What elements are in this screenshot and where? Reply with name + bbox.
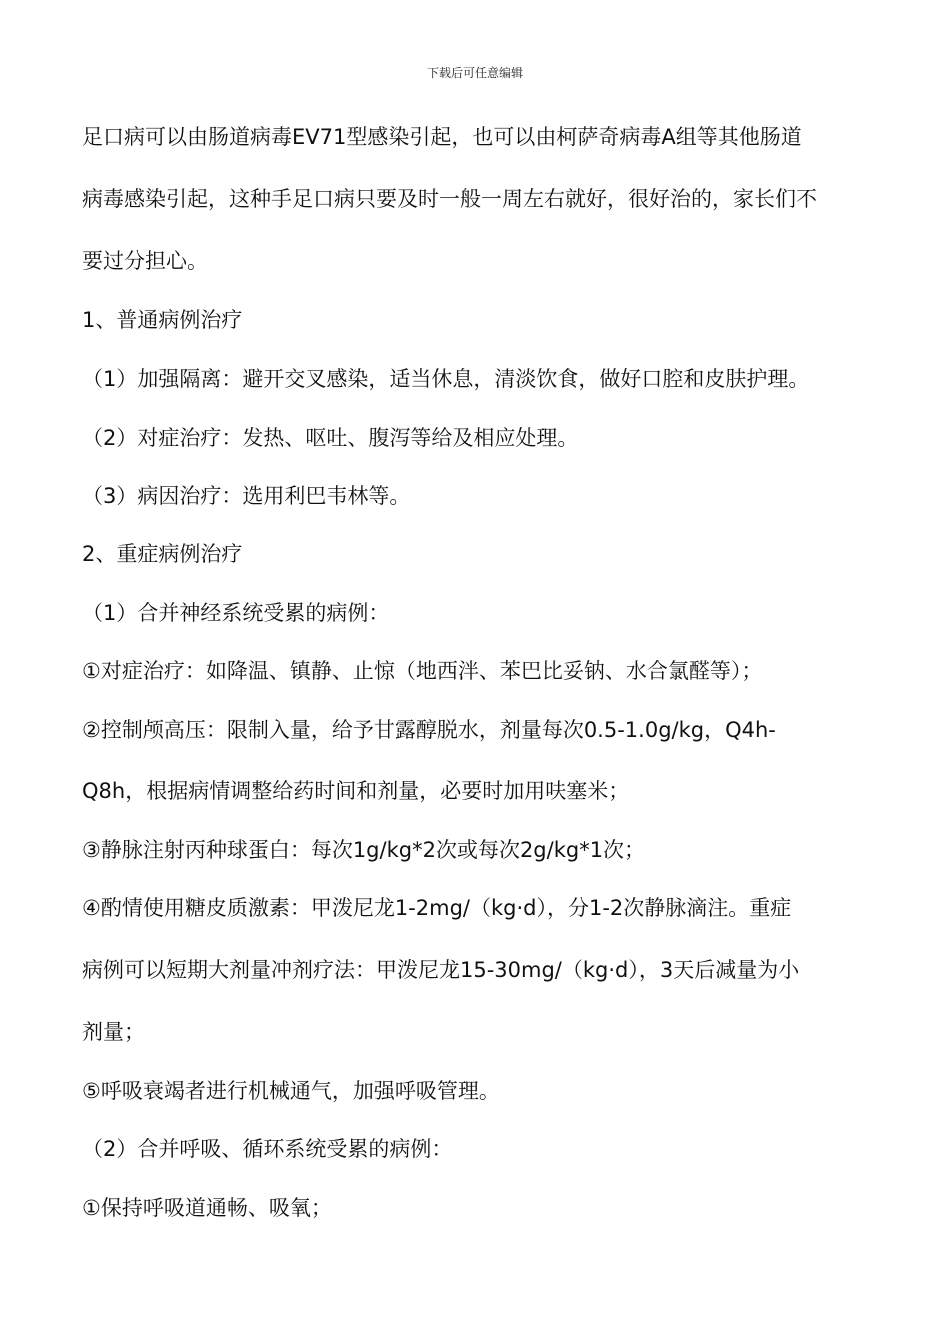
paragraph-line: 要过分担心。 xyxy=(82,249,208,273)
list-item: （2）对症治疗：发热、呕吐、腹泻等给及相应处理。 xyxy=(82,426,579,450)
paragraph-line: 足口病可以由肠道病毒EV71型感染引起，也可以由柯萨奇病毒A组等其他肠道 xyxy=(82,125,802,149)
list-item: ①保持呼吸道通畅、吸氧； xyxy=(82,1196,332,1220)
section-heading: 1、普通病例治疗 xyxy=(82,308,243,332)
list-item: （3）病因治疗：选用利巴韦林等。 xyxy=(82,484,411,508)
list-item: ④酌情使用糖皮质激素：甲泼尼龙1-2mg/（kg·d），分1-2次静脉滴注。重症 xyxy=(82,896,792,920)
list-item: 剂量； xyxy=(82,1020,145,1044)
list-item: Q8h，根据病情调整给药时间和剂量，必要时加用呋塞米； xyxy=(82,779,630,803)
list-item: （1）合并神经系统受累的病例： xyxy=(82,601,390,625)
list-item: （1）加强隔离：避开交叉感染，适当休息，清淡饮食，做好口腔和皮肤护理。 xyxy=(82,367,810,391)
paragraph-line: 病毒感染引起，这种手足口病只要及时一般一周左右就好，很好治的，家长们不 xyxy=(82,187,817,211)
list-item: 病例可以短期大剂量冲剂疗法：甲泼尼龙15-30mg/（kg·d），3天后减量为小 xyxy=(82,958,800,982)
list-item: ⑤呼吸衰竭者进行机械通气，加强呼吸管理。 xyxy=(82,1079,500,1103)
list-item: ①对症治疗：如降温、镇静、止惊（地西泮、苯巴比妥钠、水合氯醛等）； xyxy=(82,659,763,683)
page-header: 下载后可任意编辑 xyxy=(426,66,523,80)
section-heading: 2、重症病例治疗 xyxy=(82,542,243,566)
list-item: ②控制颅高压：限制入量，给予甘露醇脱水，剂量每次0.5-1.0g/kg，Q4h- xyxy=(82,718,776,742)
list-item: ③静脉注射丙种球蛋白：每次1g/kg*2次或每次2g/kg*1次； xyxy=(82,838,646,862)
list-item: （2）合并呼吸、循环系统受累的病例： xyxy=(82,1137,453,1161)
